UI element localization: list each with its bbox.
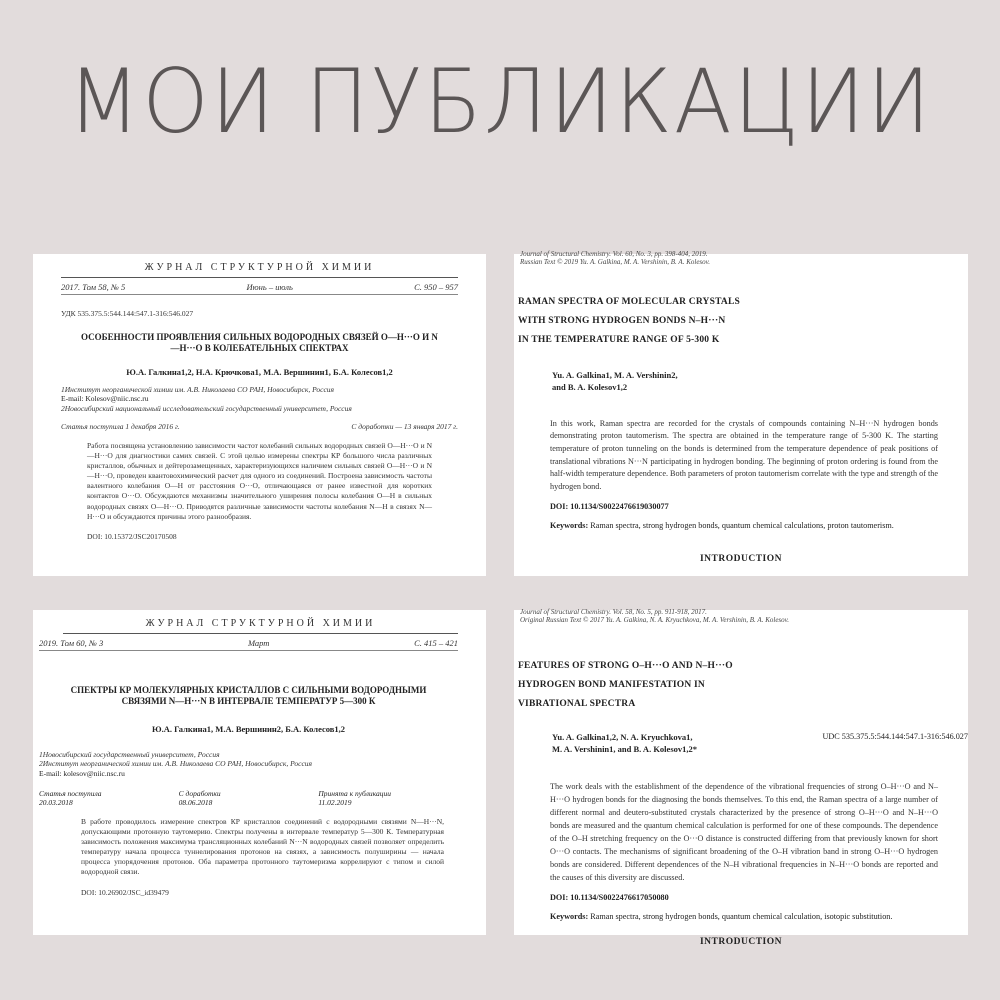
article-title: ОСОБЕННОСТИ ПРОЯВЛЕНИЯ СИЛЬНЫХ ВОДОРОДНЫХ СВЯЗЕЙ O—H···O И N—H···O В КОЛЕБАТЕЛЬНЫХ СПЕКТРАХ — [81, 332, 438, 354]
journal-meta — [39, 638, 458, 651]
issue-label: 2019. Том 60, № 3 — [39, 638, 104, 648]
udk-code: УДК 535.375.5:544.144:547.1-316:546.027 — [61, 309, 194, 318]
journal-line: Journal of Structural Chemistry. Vol. 58, No. 5, pp. 911-918, 2017. — [520, 608, 707, 616]
journal-citation — [514, 608, 968, 625]
date-received: Статья поступила 1 декабря 2016 г. — [61, 421, 180, 431]
article-title — [514, 657, 968, 714]
authors-line: Yu. A. Galkina1,2, N. A. Kryuchkova1, — [552, 731, 693, 742]
article-dates — [61, 422, 458, 431]
date-accepted-label: Принята к публикации — [318, 788, 391, 798]
article-abstract: Работа посвящена установлению зависимости частот колебаний сильных водородных связей O—H···O и N—H···O для диагностики самих связей. С этой целью измерены спектры КР большого числа различных кристаллов, обычных и дейтерозамещенных, характеризующихся наличием сильных связей O—H···O и N—H···O, проведен квантовохимический расчет для одного из соединений. Построена зависимость частоты валентного колебания O—H от расстояния O···O, отличающаяся от ранее известной для коротких контактов O···O. Обсуждаются механизмы значительного уширения полосы колебания O—H в сильных водородных связях O—H···O. Приводятся различные зависимости частоты колебания N—H в связях N—H···O и обсуждаются причины этого разнообразия. — [87, 440, 432, 521]
section-heading: INTRODUCTION — [699, 936, 782, 947]
date-received-value: 20.03.2018 — [39, 797, 73, 807]
publication-card-4[interactable] — [514, 608, 968, 947]
authors-line: Yu. A. Galkina1, M. A. Vershinin2, — [552, 369, 678, 380]
title-line: HYDROGEN BOND MANIFESTATION IN — [518, 679, 705, 690]
article-keywords — [514, 912, 968, 921]
title-line: VIBRATIONAL SPECTRA — [518, 698, 636, 709]
author-email: E-mail: kolesov@niic.nsc.ru — [39, 769, 125, 778]
article-doi: DOI: 10.15372/JSC20170508 — [87, 531, 177, 541]
article-doi: DOI: 10.26902/JSC_id39479 — [81, 887, 169, 897]
article-doi: DOI: 10.1134/S0022476619030077 — [550, 501, 669, 511]
article-keywords — [514, 521, 968, 530]
section-heading: INTRODUCTION — [699, 553, 782, 564]
article-title: СПЕКТРЫ КР МОЛЕКУЛЯРНЫХ КРИСТАЛЛОВ С СИЛЬНЫМИ ВОДОРОДНЫМИ СВЯЗЯМИ N—H···N В ИНТЕРВАЛЕ ТЕМПЕРАТУР 5—300 К — [70, 685, 427, 707]
article-authors: Ю.А. Галкина1, М.А. Вершинин2, Б.А. Колесов1,2 — [152, 723, 345, 734]
pages-label: С. 415 – 421 — [414, 638, 458, 648]
article-doi: DOI: 10.1134/S0022476617050080 — [550, 892, 669, 902]
date-revised-value: 08.06.2018 — [178, 797, 213, 807]
pages-label: С. 950 – 957 — [414, 282, 458, 292]
month-label: Март — [247, 638, 270, 648]
article-abstract: In this work, Raman spectra are recorded for the crystals of compounds containing N–H···N hydrogen bonds demonstrating proton tautomerism. The spectra are obtained in the temperature range of 5-300 K. The starting temperature of proton tunneling on the bonds is determined from the temperature dependence of peak positions of translational vibrations N···N participating in hydrogen bonding. The beginning of proton ordering is found from the half-width temperature dependence. Both parameters of proton tautomerism correlate with the type and strength of the hydrogen bond. — [550, 418, 938, 492]
author-email: E-mail: Kolesov@niic.nsc.ru — [61, 394, 149, 404]
copyright-line: Original Russian Text © 2017 Yu. A. Galkina, N. A. Kryuchkova, M. A. Vershinin, B. A. Kolesov. — [520, 616, 789, 625]
article-title — [514, 293, 968, 350]
date-received-label: Статья поступила — [39, 788, 102, 798]
authors-line: M. A. Vershinin1, and B. A. Kolesov1,2* — [552, 743, 698, 754]
journal-header: ЖУРНАЛ СТРУКТУРНОЙ ХИМИИ — [63, 618, 458, 634]
article-authors — [552, 732, 697, 756]
date-accepted-value: 11.02.2019 — [318, 797, 352, 807]
title-line: FEATURES OF STRONG O–H···O AND N–H···O — [518, 660, 733, 671]
publication-card-2[interactable] — [514, 250, 968, 576]
article-authors: Ю.А. Галкина1,2, Н.А. Крючкова1, М.А. Вершинин1, Б.А. Колесов1,2 — [126, 366, 393, 377]
keywords-text: Raman spectra, strong hydrogen bonds, quantum chemical calculation, isotopic substitution. — [590, 911, 893, 921]
udc-code: UDC 535.375.5:544.144:547.1-316:546.027 — [822, 731, 968, 741]
article-abstract: В работе проводилось измерение спектров КР кристаллов соединений с водородными связями N—H···N, допускающими протонную таутомерию. Спектры получены в интервале температур 5—300 К. Температурная зависимость положения максимума трансляционных колебаний N···N водородных связей позволяет определить температуру начала процесса туннелирования протонов на связях, а зависимость полуширины — начала процесса упорядочения протонов. Оба параметра протонного таутомеризма коррелируют с типом и силой водородной связи. — [81, 816, 444, 877]
affiliation-2: 2Институт неорганической химии им. А.В. Николаева СО РАН, Новосибирск, Россия — [39, 759, 313, 769]
authors-line: and B. A. Kolesov1,2 — [552, 381, 628, 392]
date-revised: С доработки — 13 января 2017 г. — [351, 421, 458, 431]
date-revised-label: С доработки — [178, 788, 221, 798]
keywords-label: Keywords: — [550, 520, 589, 530]
publication-card-1[interactable] — [33, 254, 486, 576]
keywords-text: Raman spectra, strong hydrogen bonds, quantum chemical calculations, proton tautomerism. — [590, 520, 894, 530]
affiliation-2: 2Новосибирский национальный исследовательский государственный университет, Россия — [61, 404, 352, 413]
copyright-line: Russian Text © 2019 Yu. A. Galkina, M. A. Vershinin, B. A. Kolesov. — [520, 258, 710, 267]
title-line: RAMAN SPECTRA OF MOLECULAR CRYSTALS — [518, 296, 741, 307]
affiliation-1: 1Институт неорганической химии им. А.В. Николаева СО РАН, Новосибирск, Россия — [61, 384, 335, 394]
journal-line: Journal of Structural Chemistry. Vol. 60, No. 3, pp. 398-404, 2019. — [520, 250, 708, 258]
publication-card-3[interactable] — [33, 610, 486, 935]
authors-row — [514, 732, 968, 756]
journal-header: ЖУРНАЛ СТРУКТУРНОЙ ХИМИИ — [61, 262, 458, 278]
journal-citation — [514, 250, 968, 267]
page-title: МОИ ПУБЛИКАЦИИ — [67, 50, 933, 153]
journal-meta — [61, 282, 458, 295]
article-dates — [39, 789, 458, 807]
title-line: IN THE TEMPERATURE RANGE OF 5-300 K — [518, 334, 720, 345]
article-authors — [514, 370, 968, 394]
affiliation-1: 1Новосибирский государственный университет, Россия — [39, 749, 220, 759]
month-label: Июнь – июль — [246, 282, 293, 292]
issue-label: 2017. Том 58, № 5 — [61, 282, 126, 292]
keywords-label: Keywords: — [550, 911, 589, 921]
article-abstract: The work deals with the establishment of the dependence of the vibrational frequencies of strong O–H···O and N–H···O hydrogen bonds for the diagnosing the bonds themselves. To this end, the Raman spectra of a large number of different normal and deutero-substituted crystals characterized by the presence of strong O–H···O and N–H···O bonds are measured and the quantum chemical calculation is performed for one of these compounds. The dependence of the O–H stretching frequency on the O···O distance is constructed differing from that previously known for short O···O contacts. The mechanisms of significant broadening of the O–H vibration band in strong O–H···O hydrogen bonds are considered. Different dependences of the N–H vibrational frequencies in N–H···O bonds are reported and the causes of this diversity are discussed. — [550, 781, 938, 883]
title-line: WITH STRONG HYDROGEN BONDS N–H···N — [518, 315, 726, 326]
